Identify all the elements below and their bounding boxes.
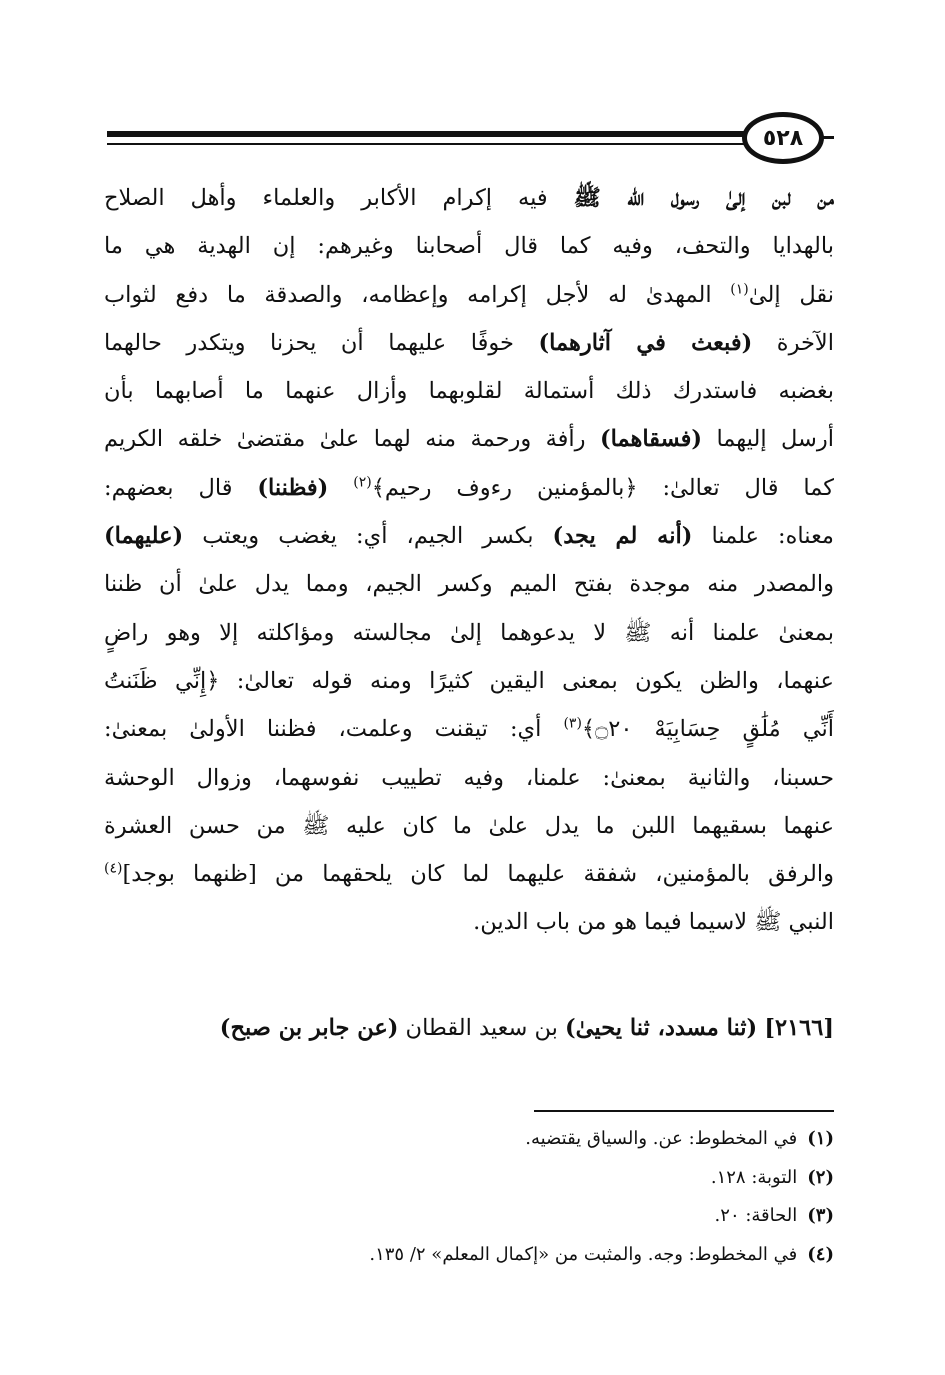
bold-phrase: (فسقاهما) xyxy=(599,426,703,453)
footnote-text: في المخطوط: عن. والسياق يقتضيه. xyxy=(525,1128,798,1149)
text-run: بغضبه فاستدرك ذلك أستمالة لقلوبهما وأزال عنهما ما أصابهما بأن xyxy=(104,378,834,405)
footnote-mark: (٣) xyxy=(807,1205,834,1226)
text-run: النبي ﷺ لاسيما فيما هو من باب الدين. xyxy=(473,909,834,936)
footnote-4 xyxy=(104,1236,834,1275)
text-run: معناه: علمنا xyxy=(692,523,834,550)
hadith-chain-middle: بن سعيد القطان xyxy=(398,1015,566,1041)
text-run: والرفق بالمؤمنين، شفقة عليهما لما كان يلحقهما من [ظنهما بوجد] xyxy=(122,861,834,888)
text-run: فيه إكرام الأكابر والعلماء وأهل الصلاح xyxy=(104,185,574,211)
text-run: أي: تيقنت وعلمت، فظننا الأولىٰ بمعنىٰ: xyxy=(104,716,564,743)
footnote-separator xyxy=(534,1110,834,1112)
header-rule-thick xyxy=(107,131,812,137)
footnote-2 xyxy=(104,1159,834,1198)
text-run: المهدىٰ له لأجل إكرامه وإعظامه، والصدقة ما دفع لثواب xyxy=(104,281,731,308)
text-run: رأفة ورحمة منه لهما علىٰ مقتضىٰ خلقه الكريم xyxy=(104,426,600,453)
footnote-3 xyxy=(104,1197,834,1236)
body-line-3 xyxy=(104,271,834,319)
page-number: ٥٢٨ xyxy=(762,125,804,151)
body-line-10 xyxy=(104,609,834,657)
footnote-ref: (١) xyxy=(730,281,749,298)
hadith-chain-bold: (ثنا مسدد، ثنا يحيىٰ) xyxy=(565,1015,758,1041)
body-line-1 xyxy=(104,174,834,222)
footnote-mark: (٤) xyxy=(807,1243,834,1265)
header-rule-thin xyxy=(107,143,812,145)
bold-phrase: (فبعث في آثارهما) xyxy=(538,329,753,356)
text-run: بالهدايا والتحف، وفيه كما قال أصحابنا وغيرهم: إن الهدية هي ما xyxy=(104,233,834,260)
body-line-5 xyxy=(104,367,834,415)
body-text xyxy=(104,174,834,947)
text-run: خوفًا عليهما أن يحزنا ويتكدر حالهما xyxy=(104,329,539,356)
text-run: أَنِّي مُلَٰقٍ حِسَابِيَهْ ۝٢٠﴾ xyxy=(581,716,834,743)
text-run: بمعنىٰ علمنا أنه ﷺ لا يدعوهما إلىٰ مجالسته ومؤاكلته إلا وهو راضٍ xyxy=(104,619,834,646)
page-header xyxy=(0,0,945,180)
text-run xyxy=(328,475,353,501)
text-run: الآخرة xyxy=(752,329,834,356)
footnote-mark: (١) xyxy=(807,1128,834,1149)
bold-phrase: من لبن إلىٰ رسول الله ﷺ xyxy=(573,185,834,211)
body-line-6 xyxy=(104,415,834,463)
body-line-11 xyxy=(104,657,834,705)
body-line-13 xyxy=(104,754,834,802)
body-line-7 xyxy=(104,464,834,512)
body-line-8 xyxy=(104,512,834,560)
footnote-text: في المخطوط: وجه. والمثبت من «إكمال المعلم» ٢/ ١٣٥. xyxy=(369,1243,798,1265)
text-run: قال بعضهم: xyxy=(104,474,258,501)
page-number-oval xyxy=(742,112,824,164)
body-line-14 xyxy=(104,802,834,850)
body-line-9 xyxy=(104,560,834,608)
text-run: نقل إلىٰ xyxy=(748,281,834,308)
text-run: أرسل إليهما xyxy=(702,426,834,453)
hadith-number: [٢١٦٦] xyxy=(764,1015,834,1041)
bold-phrase: (أنه لم يجد) xyxy=(552,523,693,550)
text-run: بكسر الجيم، أي: يغضب ويعتب xyxy=(183,523,553,550)
footnote-text: الحاقة: ٢٠. xyxy=(714,1205,798,1226)
bold-phrase: (فظننا) xyxy=(257,474,329,501)
body-line-12 xyxy=(104,705,834,753)
text-run: عنهما بسقيهما اللبن ما يدل علىٰ ما كان عليه ﷺ من حسن العشرة xyxy=(104,812,834,839)
footnotes xyxy=(104,1120,834,1274)
body-line-15 xyxy=(104,850,834,898)
body-line-16 xyxy=(104,898,834,946)
footnote-ref: (٣) xyxy=(563,715,582,732)
text-run: كما قال تعالىٰ: ﴿بالمؤمنين رءوف رحيم﴾ xyxy=(371,474,834,501)
body-line-4 xyxy=(104,319,834,367)
hadith-heading xyxy=(104,1004,834,1052)
hadith-chain-end: (عن جابر بن صبح) xyxy=(219,1015,399,1041)
footnote-1 xyxy=(104,1120,834,1159)
text-run: عنهما، والظن يكون بمعنى اليقين كثيرًا ومنه قوله تعالىٰ: ﴿إِنِّي ظَنَنتُ xyxy=(104,667,834,694)
text-run: والمصدر منه موجدة بفتح الميم وكسر الجيم، ومما يدل علىٰ أن ظننا xyxy=(104,571,834,598)
body-line-2 xyxy=(104,222,834,270)
footnote-mark: (٢) xyxy=(807,1166,834,1188)
footnote-text: التوبة: ١٢٨. xyxy=(710,1166,798,1188)
bold-phrase: (عليهما) xyxy=(104,523,184,550)
footnote-ref: (٢) xyxy=(353,474,372,491)
text-run: حسبنا، والثانية بمعنىٰ: علمنا، وفيه تطييب نفوسهما، وزوال الوحشة xyxy=(104,764,834,791)
footnote-ref: (٤) xyxy=(104,860,123,877)
